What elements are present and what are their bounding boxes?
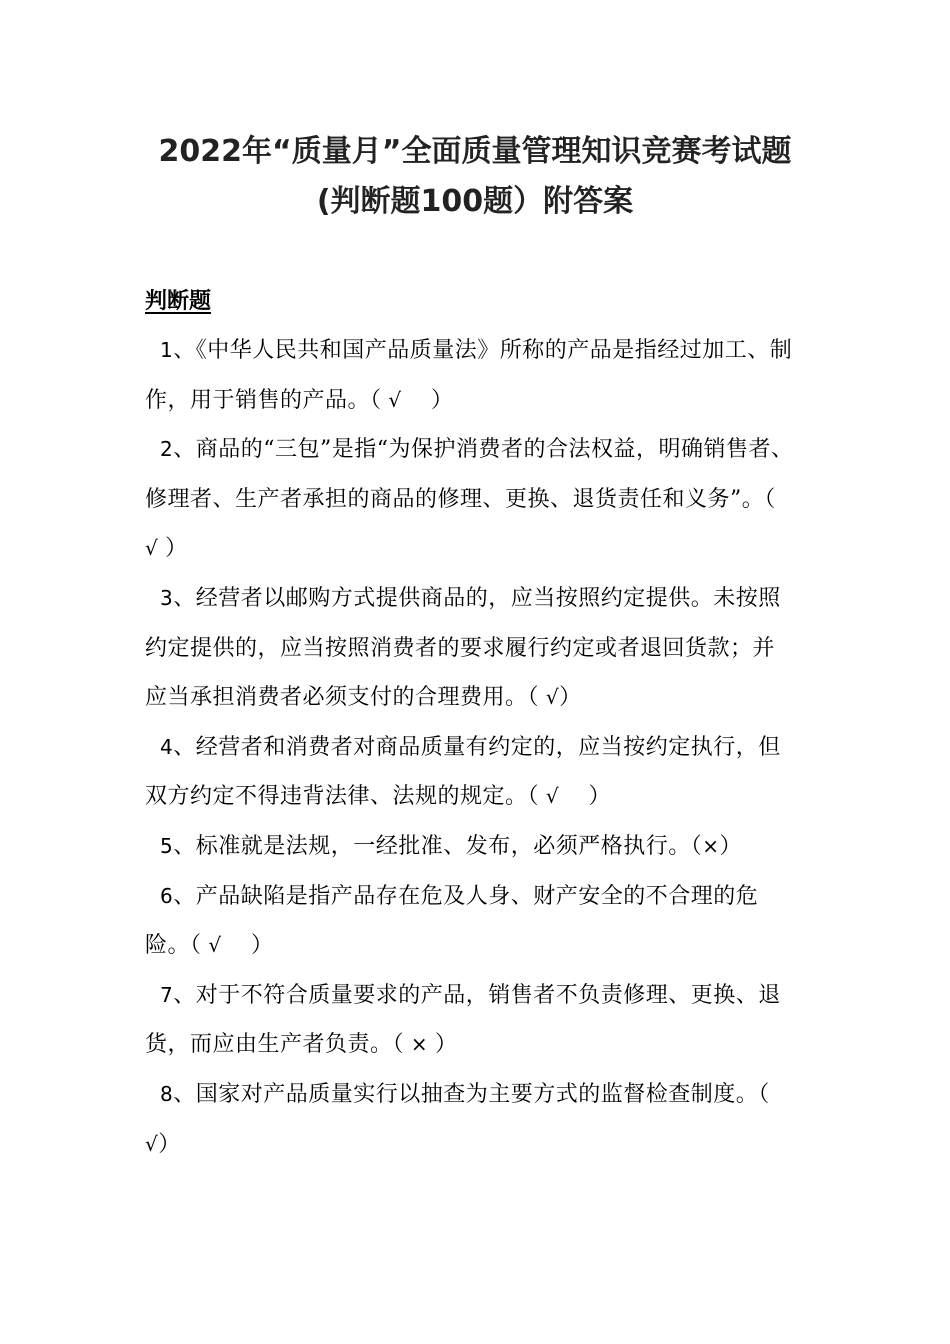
question-number: 2 (160, 437, 174, 462)
question-close: ） (165, 536, 188, 562)
question-answer: √ (145, 1081, 811, 1156)
document-title-line2: (判断题100题）附答案 (316, 184, 634, 219)
question-close: ） (435, 1032, 458, 1058)
question-number: 1 (160, 338, 174, 362)
question-close: ） (719, 833, 743, 859)
question-number: 3 (160, 585, 174, 610)
question-number: 8 (160, 1081, 174, 1106)
question-text: 、产品缺陷是指产品存在危及人身、财产安全的不合理的危险。（ (145, 883, 759, 959)
section-heading: 判断题 (145, 288, 212, 314)
question-item (145, 872, 795, 971)
question-item (145, 425, 795, 574)
question-text: 、经营者以邮购方式提供商品的，应当按照约定提供。未按照约定提供的，应当按照消费者的要求履行约定或者退回货款；并应当承担消费者必须支付的合理费用。（ (145, 585, 781, 711)
question-answer: √ (539, 685, 560, 710)
question-text: 、对于不符合质量要求的产品，销售者不负责修理、更换、退货，而应由生产者负责。（ (145, 982, 781, 1058)
question-answer: × (702, 833, 720, 858)
question-number: 4 (160, 734, 174, 759)
question-answer: √ (539, 784, 566, 809)
question-close: ） (408, 387, 454, 413)
question-answer: √ (381, 387, 409, 412)
question-close: ） (228, 933, 274, 959)
document-title-line1: 2022年“质量月”全面质量管理知识竞赛考试题 (158, 134, 792, 169)
question-item (145, 971, 795, 1070)
question-text: 、标准就是法规，一经批准、发布，必须严格执行。（ (173, 833, 703, 859)
question-item (145, 723, 795, 822)
question-item (145, 1070, 811, 1169)
question-close: ） (158, 1131, 181, 1157)
question-answer: × (404, 1032, 435, 1057)
question-answer: √ (145, 536, 166, 561)
question-item (145, 326, 795, 425)
question-number: 5 (160, 833, 174, 858)
question-number: 6 (160, 883, 174, 908)
question-answer: √ (201, 933, 229, 958)
question-text: 、经营者和消费者对商品质量有约定的，应当按约定执行，但双方约定不得违背法律、法规的规定。（ (145, 734, 781, 810)
question-number: 7 (160, 982, 174, 1007)
question-text: 、国家对产品质量实行以抽查为主要方式的监督检查制度。（ (173, 1081, 770, 1107)
question-item (145, 574, 795, 723)
question-text: 、《中华人民共和国产品质量法》所称的产品是指经过加工、制作，用于销售的产品。（ (145, 338, 793, 413)
question-list (145, 326, 811, 1169)
question-close: ） (559, 685, 582, 711)
question-item (145, 822, 795, 872)
question-close: ） (565, 784, 611, 810)
question-text: 、商品的“三包”是指“为保护消费者的合法权益，明确销售者、修理者、生产者承担的商品的修理、更换、退货责任和义务”。（ (145, 437, 794, 512)
